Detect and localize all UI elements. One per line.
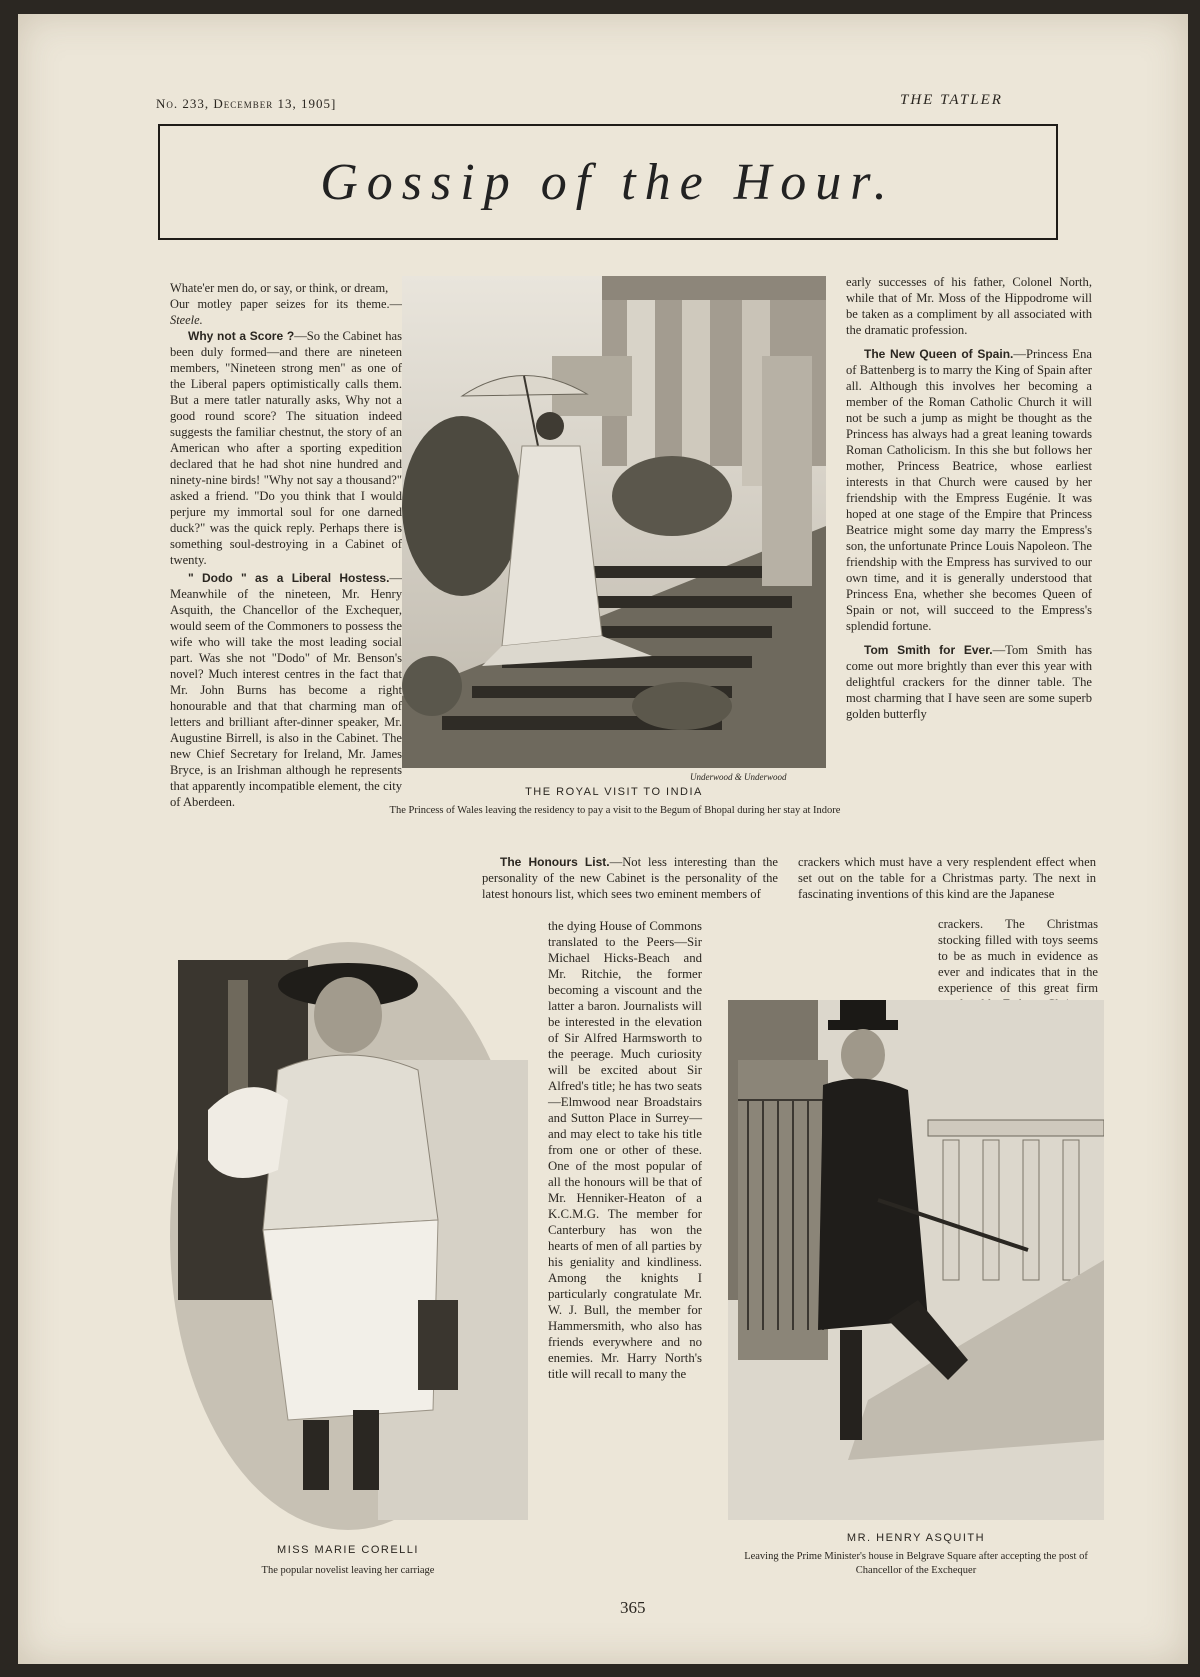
issue-line: No. 233, December 13, 1905]	[156, 96, 337, 111]
page-title: Gossip of the Hour.	[320, 153, 896, 211]
title-box	[158, 124, 1058, 240]
column-right-top	[846, 274, 1092, 722]
magazine-name: THE TATLER	[900, 92, 1003, 108]
photo-royal-visit	[402, 276, 826, 768]
article-score	[170, 328, 402, 568]
caption-text-corelli: The popular novelist leaving her carriage	[261, 1565, 435, 1576]
corelli-illustration	[168, 940, 528, 1532]
body-tom-smith-mid: —Tom Smith has come out more brightly than ever this year with delightful crackers for the dinner table. The most charming that I have seen are some superb golden butterfly	[846, 643, 1092, 721]
motto-line-2: Our motley paper seizes for its theme.—	[170, 297, 402, 311]
motto-source: Steele.	[170, 313, 203, 327]
article-dodo	[170, 570, 402, 810]
body-score: —So the Cabinet has been duly formed—and there are nineteen members, "Nineteen strong men" as one of the Liberal papers optimistically calls them. But a mere tatler naturally asks, Why not a good round score? The situation indeed suggests the familiar chestnut, the story of an American who after a sporting expedition declared that he had shot nine hundred and ninety-nine birds! "Why not say a thousand?" asked a friend. "Do you think that I would perjure my immortal soul for one darned duck?" was the quick reply. Perhaps there is something soul-destroying in a Cabinet of twenty.	[170, 329, 402, 567]
column-tom-smith-wide	[798, 854, 1096, 902]
photo-credit: Underwood & Underwood	[690, 772, 787, 782]
body-honours-narrow: the dying House of Commons translated to the Peers—Sir Michael Hicks-Beach and Mr. Ritchie, the former becoming a viscount and the latter a baron. Journalists will be interested in the elevation of Sir Alfred Harmsworth to the peerage. Much curiosity will be excited about Sir Alfred's title; he has two seats—Elmwood near Broadstairs and Sutton Place in Surrey—and may elect to take his title from one or other of these. One of the most popular of all the honours will be that of Mr. Henniker-Heaton of a K.C.M.G. The member for Canterbury has won the hearts of men of all parties by his geniality and kindliness. Among the knights I particularly congratulate Mr. W. J. Bull, the member for Hammersmith, who also has friends everywhere and no enemies. Mr. Harry North's title will recall to many the	[548, 919, 702, 1381]
caption-text-royal: The Princess of Wales leaving the residency to pay a visit to the Begum of Bhopal during her stay at Indore	[389, 805, 841, 816]
photo-henry-asquith	[728, 1000, 1104, 1520]
caption-title-corelli: MISS MARIE CORELLI	[277, 1544, 419, 1556]
body-tom-smith-wide: crackers which must have a very resplendent effect when set out on the table for a Christmas party. The next in fascinating inventions of this kind are the Japanese	[798, 855, 1096, 901]
column-honours-narrow	[548, 918, 702, 1382]
north-continuation: early successes of his father, Colonel North, while that of Mr. Moss of the Hippodrome will be taken as a compliment by all associated with the dramatic profession.	[846, 275, 1092, 337]
heading-spain: The New Queen of Spain.	[864, 347, 1014, 361]
asquith-illustration	[728, 1000, 1104, 1520]
caption-title-asquith: MR. HENRY ASQUITH	[846, 1532, 986, 1544]
photo-marie-corelli	[168, 940, 528, 1532]
body-honours-wide: —Not less interesting than the personality of the new Cabinet is the personality of the latest honours list, which sees two eminent members of	[482, 855, 779, 901]
motto	[170, 280, 402, 328]
heading-dodo: " Dodo " as a Liberal Hostess.	[188, 571, 390, 585]
heading-score: Why not a Score ?	[188, 329, 295, 343]
column-honours-wide	[482, 854, 778, 902]
heading-honours: The Honours List.	[500, 855, 610, 869]
column-left-top	[170, 280, 402, 810]
body-tom-smith-narrow: crackers. The Christmas stocking filled with toys seems to be as much in evidence as ever and indicates that in the experience of this great firm	[938, 917, 1098, 995]
heading-tom-smith: Tom Smith for Ever.	[864, 643, 993, 657]
royal-visit-illustration	[402, 276, 826, 768]
article-tom-smith-start	[846, 642, 1092, 722]
body-spain: —Princess Ena of Battenberg is to marry the King of Spain after all. Although this involves her becoming a member of the Roman Catholic Church it will not be such a jump as might be thought as the Princess has always had a great leaning towards Roman Catholicism. In this she but follows her mother, Princess Beatrice, whose earliest interests in that Church were caused by her friendship with the Empress Eugénie. It was hoped at one stage of the Empire that Princess Beatrice might some day marry the Empress's son, the unfortunate Prince Louis Napoleon. The friendship with the Empress has survived to our own time, and it is generally understood that Princess Ena, whether she becomes Queen of Spain or not, will succeed to the Empress's splendid fortune.	[846, 347, 1092, 633]
motto-line-1: Whate'er men do, or say, or think, or dream,	[170, 281, 389, 295]
article-honours	[482, 854, 778, 902]
caption-text-asquith: Leaving the Prime Minister's house in Belgrave Square after accepting the post of Chancellor of the Exchequer	[744, 1551, 1088, 1576]
caption-title-royal: THE ROYAL VISIT TO INDIA	[525, 786, 703, 798]
body-dodo: —Meanwhile of the nineteen, Mr. Henry Asquith, the Chancellor of the Exchequer, would seem of the Commoners to possess the wife who will take the most leading social part. Was she not "Dodo" of Mr. Benson's novel? Much interest centres in the fact that Mr. John Burns has become a right honourable and that that charming man of letters and brilliant after-dinner speaker, Mr. Augustine Birrell, is also in the Cabinet. The new Chief Secretary for Ireland, Mr. James Bryce, is an Irishman although he represents that apparently incompatible element, the city of Aberdeen.	[170, 571, 402, 809]
page-number: 365	[620, 1598, 646, 1617]
article-spain	[846, 346, 1092, 634]
